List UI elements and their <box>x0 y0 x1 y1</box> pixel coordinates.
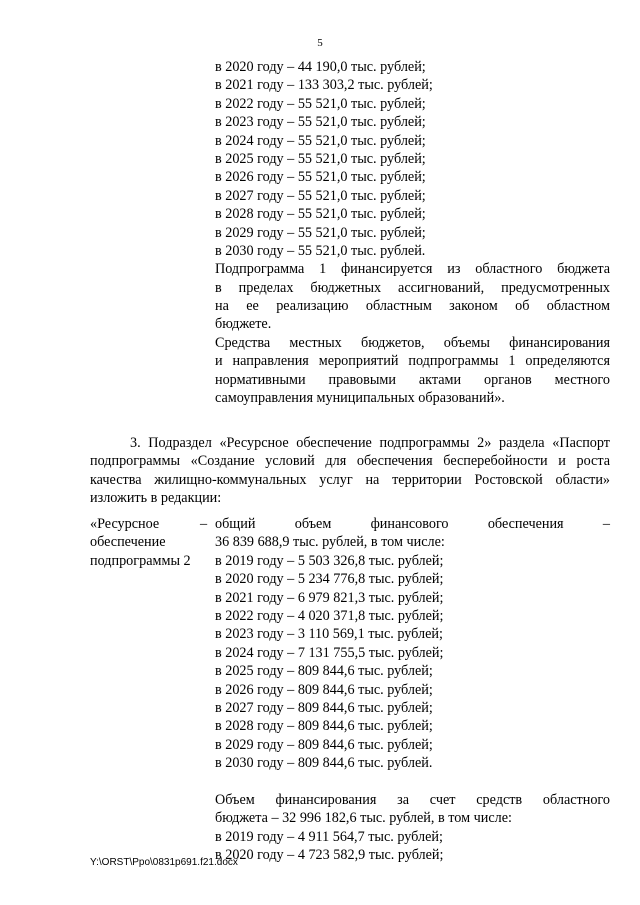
funding-line: 36 839 688,9 тыс. рублей, в том числе: <box>215 534 445 551</box>
funding-line: в 2027 году – 809 844,6 тыс. рублей; <box>215 699 433 716</box>
funding-line: в 2019 году – 5 503 326,8 тыс. рублей; <box>215 552 444 569</box>
label-dash: – <box>200 516 208 532</box>
funding-line: в 2020 году – 4 723 582,9 тыс. рублей; <box>215 847 444 864</box>
funding-line: в 2030 году – 55 521,0 тыс. рублей. <box>215 242 426 259</box>
funding-line: в 2024 году – 7 131 755,5 тыс. рублей; <box>215 644 444 661</box>
regional-budget-line: бюджете. <box>215 316 272 333</box>
funding-line: в 2023 году – 55 521,0 тыс. рублей; <box>215 114 426 131</box>
funding-line: в 2019 году – 4 911 564,7 тыс. рублей; <box>215 828 443 845</box>
regional-budget-line: в пределах бюджетных ассигнований, предусмотренных <box>215 279 610 296</box>
section-line: 3. Подраздел «Ресурсное обеспечение подпрограммы 2» раздела «Паспорт <box>130 435 610 451</box>
funding-line: в 2024 году – 55 521,0 тыс. рублей; <box>215 132 426 149</box>
file-path-footer: Y:\ORST\Ppo\0831p691.f21.docx <box>90 857 238 868</box>
top-funding-block <box>215 58 610 407</box>
resource-label-line: подпрограммы 2 <box>90 552 191 569</box>
funding-line: в 2022 году – 4 020 371,8 тыс. рублей; <box>215 607 444 624</box>
section-3-paragraph <box>90 434 610 508</box>
resource-label <box>90 515 210 570</box>
total-volume-line: общий объем финансового обеспечения – <box>215 516 610 532</box>
regional-budget-line: Подпрограмма 1 финансируется из областного бюджета <box>215 261 610 278</box>
funding-line: в 2026 году – 809 844,6 тыс. рублей; <box>215 681 433 698</box>
resource-label-line: обеспечение <box>90 534 166 551</box>
funding-line: в 2025 году – 55 521,0 тыс. рублей; <box>215 150 426 167</box>
page-number: 5 <box>317 37 323 49</box>
funding-line: в 2026 году – 55 521,0 тыс. рублей; <box>215 169 426 186</box>
regional-budget-line: на ее реализацию областным законом об областном <box>215 298 610 315</box>
regional-volume-line: Объем финансирования за счет средств областного <box>215 791 610 808</box>
section-line: качества жилищно-коммунальных услуг на территории Ростовской области» <box>90 471 610 488</box>
funding-line: в 2025 году – 809 844,6 тыс. рублей; <box>215 663 433 680</box>
funding-line: в 2020 году – 44 190,0 тыс. рублей; <box>215 59 426 75</box>
funding-line: в 2021 году – 6 979 821,3 тыс. рублей; <box>215 589 444 606</box>
local-budget-line: и направления мероприятий подпрограммы 1 определяются <box>215 353 610 370</box>
resource-values <box>215 515 610 864</box>
funding-line: в 2029 году – 809 844,6 тыс. рублей; <box>215 736 433 753</box>
funding-line: в 2023 году – 3 110 569,1 тыс. рублей; <box>215 626 443 643</box>
local-budget-line: нормативными правовыми актами органов местного <box>215 371 610 388</box>
funding-line: в 2028 году – 809 844,6 тыс. рублей; <box>215 718 433 735</box>
regional-volume-line: бюджета – 32 996 182,6 тыс. рублей, в том числе: <box>215 810 512 827</box>
funding-line: в 2028 году – 55 521,0 тыс. рублей; <box>215 206 426 223</box>
funding-line: в 2022 году – 55 521,0 тыс. рублей; <box>215 95 426 112</box>
funding-line: в 2020 году – 5 234 776,8 тыс. рублей; <box>215 571 444 588</box>
funding-line: в 2030 году – 809 844,6 тыс. рублей. <box>215 755 433 772</box>
section-line: подпрограммы «Создание условий для обеспечения бесперебойности и роста <box>90 453 610 470</box>
resource-label-line: «Ресурсное <box>90 516 160 532</box>
section-line: изложить в редакции: <box>90 490 222 507</box>
funding-line: в 2029 году – 55 521,0 тыс. рублей; <box>215 224 426 241</box>
funding-line <box>215 772 610 790</box>
funding-line: в 2021 году – 133 303,2 тыс. рублей; <box>215 77 433 94</box>
local-budget-line: Средства местных бюджетов, объемы финансирования <box>215 334 610 351</box>
local-budget-line: самоуправления муниципальных образований». <box>215 390 505 407</box>
funding-line: в 2027 году – 55 521,0 тыс. рублей; <box>215 187 426 204</box>
